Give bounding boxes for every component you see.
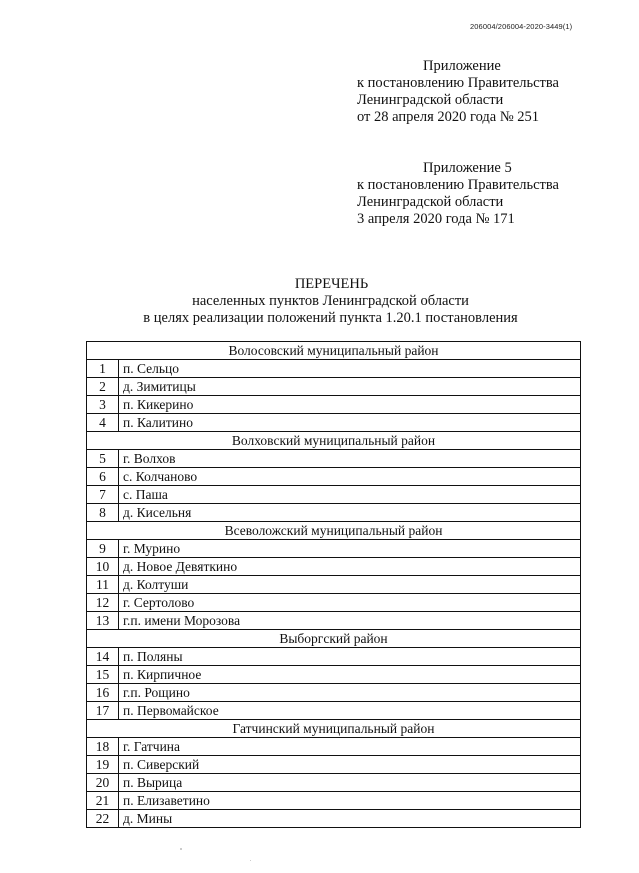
settlement-name: г.п. имени Морозова [119, 612, 581, 630]
settlement-name: п. Кикерино [119, 396, 581, 414]
settlement-name: с. Паша [119, 486, 581, 504]
table-row [87, 702, 581, 720]
row-number: 19 [87, 756, 119, 774]
row-number: 11 [87, 576, 119, 594]
appendix-2-line-2: к постановлению Правительства [357, 177, 559, 193]
title-line-2: населенных пунктов Ленинградской области [192, 293, 469, 309]
table-row [87, 684, 581, 702]
table-row [87, 414, 581, 432]
row-number: 18 [87, 738, 119, 756]
settlement-name: г. Гатчина [119, 738, 581, 756]
row-number: 17 [87, 702, 119, 720]
row-number: 13 [87, 612, 119, 630]
document-id: 206004/206004-2020-3449(1) [470, 22, 573, 31]
settlement-name: г. Мурино [119, 540, 581, 558]
district-name: Волосовский муниципальный район [87, 342, 581, 360]
settlement-name: д. Зимитицы [119, 378, 581, 396]
table-row [87, 540, 581, 558]
row-number: 1 [87, 360, 119, 378]
settlement-name: д. Кисельня [119, 504, 581, 522]
appendix-1-line-3: Ленинградской области [357, 92, 504, 108]
appendix-2-line-3: Ленинградской области [357, 194, 504, 210]
settlement-name: п. Кирпичное [119, 666, 581, 684]
table-row [87, 594, 581, 612]
settlement-name: п. Поляны [119, 648, 581, 666]
table-row [87, 468, 581, 486]
row-number: 8 [87, 504, 119, 522]
appendix-1-line-4: от 28 апреля 2020 года № 251 [357, 109, 540, 125]
settlement-name: с. Колчаново [119, 468, 581, 486]
row-number: 12 [87, 594, 119, 612]
row-number: 20 [87, 774, 119, 792]
row-number: 2 [87, 378, 119, 396]
table-row [87, 666, 581, 684]
district-name: Всеволожский муниципальный район [87, 522, 581, 540]
table-row [87, 450, 581, 468]
table-row [87, 774, 581, 792]
settlement-name: г. Волхов [119, 450, 581, 468]
settlement-name: д. Мины [119, 810, 581, 828]
district-name: Гатчинский муниципальный район [87, 720, 581, 738]
row-number: 7 [87, 486, 119, 504]
settlements-table [86, 341, 581, 828]
scan-speck [250, 860, 251, 861]
row-number: 16 [87, 684, 119, 702]
table-row [87, 810, 581, 828]
settlement-name: п. Первомайское [119, 702, 581, 720]
table-row [87, 378, 581, 396]
row-number: 5 [87, 450, 119, 468]
settlement-name: п. Сиверский [119, 756, 581, 774]
appendix-2-line-1: Приложение 5 [423, 160, 512, 176]
table-row [87, 612, 581, 630]
row-number: 14 [87, 648, 119, 666]
district-row [87, 522, 581, 540]
row-number: 21 [87, 792, 119, 810]
table-row [87, 648, 581, 666]
settlement-name: п. Елизаветино [119, 792, 581, 810]
row-number: 10 [87, 558, 119, 576]
settlement-name: г.п. Рощино [119, 684, 581, 702]
row-number: 6 [87, 468, 119, 486]
row-number: 4 [87, 414, 119, 432]
district-name: Волховский муниципальный район [87, 432, 581, 450]
row-number: 22 [87, 810, 119, 828]
settlement-name: п. Сельцо [119, 360, 581, 378]
document-title [0, 276, 639, 327]
table-row [87, 504, 581, 522]
appendix-1-line-1: Приложение [423, 58, 501, 74]
table-row [87, 792, 581, 810]
settlement-name: п. Калитино [119, 414, 581, 432]
settlement-name: д. Новое Девяткино [119, 558, 581, 576]
row-number: 9 [87, 540, 119, 558]
district-row [87, 720, 581, 738]
appendix-header-1 [357, 58, 559, 126]
row-number: 3 [87, 396, 119, 414]
appendix-2-line-4: 3 апреля 2020 года № 171 [357, 211, 515, 227]
settlement-name: г. Сертолово [119, 594, 581, 612]
appendix-header-2 [357, 160, 559, 228]
title-line-1: ПЕРЕЧЕНЬ [294, 276, 369, 292]
table-row [87, 558, 581, 576]
district-row [87, 630, 581, 648]
settlement-name: д. Колтуши [119, 576, 581, 594]
settlement-name: п. Вырица [119, 774, 581, 792]
table-row [87, 756, 581, 774]
district-row [87, 432, 581, 450]
table-row [87, 486, 581, 504]
district-name: Выборгский район [87, 630, 581, 648]
table-row [87, 576, 581, 594]
title-line-3: в целях реализации положений пункта 1.20.1 постановления [143, 310, 518, 326]
district-row [87, 342, 581, 360]
row-number: 15 [87, 666, 119, 684]
table-row [87, 360, 581, 378]
scan-speck [180, 848, 182, 850]
appendix-1-line-2: к постановлению Правительства [357, 75, 559, 91]
table-row [87, 396, 581, 414]
table-row [87, 738, 581, 756]
